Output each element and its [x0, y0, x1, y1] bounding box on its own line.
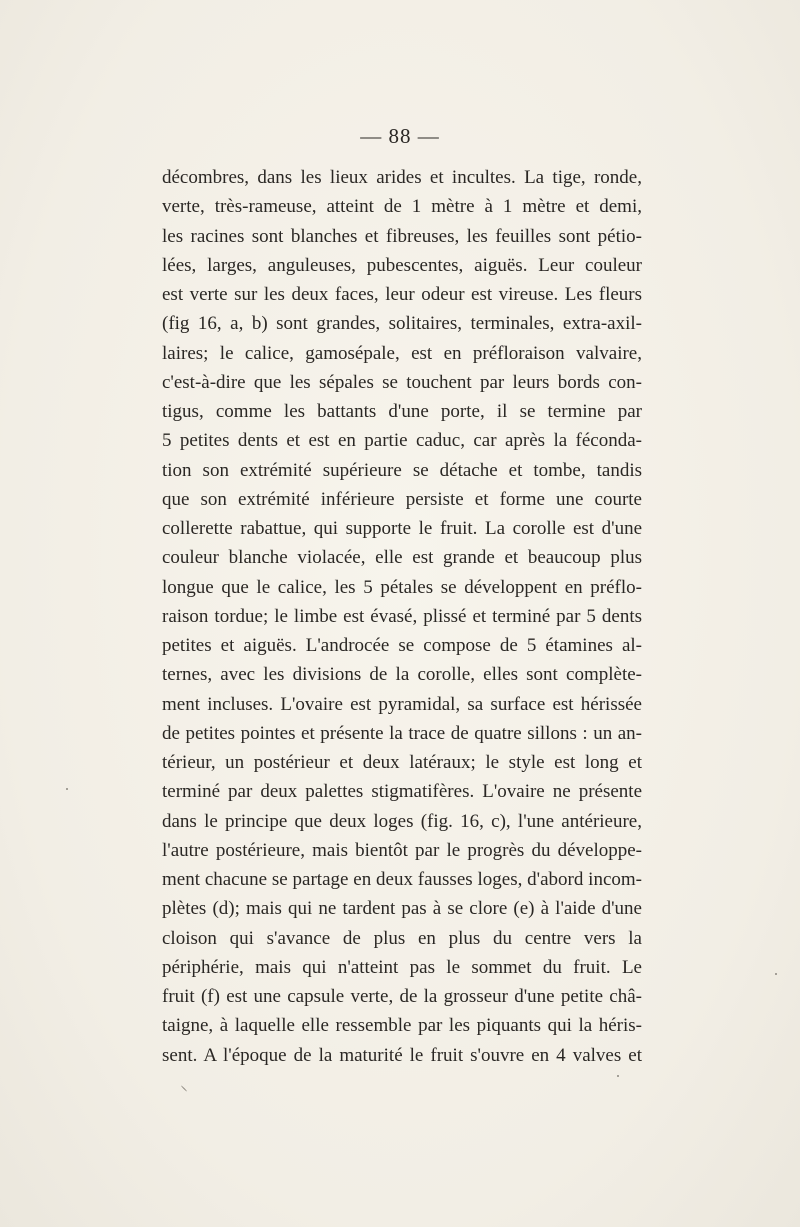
text-line: cloison qui s'avance de plus en plus du centre vers la: [162, 927, 642, 949]
text-line: périphérie, mais qui n'atteint pas le sommet du fruit. Le: [162, 956, 642, 978]
text-line: petites et aiguës. L'androcée se compose de 5 étamines al-: [162, 635, 642, 656]
paper-speck: [66, 788, 68, 790]
text-line: sent. A l'époque de la maturité le fruit s'ouvre en 4 valves et: [162, 1044, 642, 1066]
text-line: tigus, comme les battants d'une porte, il se termine par: [162, 401, 642, 422]
paper-speck: [775, 973, 777, 975]
text-line: décombres, dans les lieux arides et incultes. La tige, ronde,: [162, 167, 642, 188]
paper-speck: [181, 1085, 187, 1091]
paper-speck: [617, 1075, 619, 1077]
text-line: est verte sur les deux faces, leur odeur est vireuse. Les fleurs: [162, 284, 642, 305]
text-line: plètes (d); mais qui ne tardent pas à se clore (e) à l'aide d'une: [162, 898, 642, 920]
text-line: de petites pointes et présente la trace de quatre sillons : un an-: [162, 722, 642, 744]
text-line: taigne, à laquelle elle ressemble par les piquants qui la héris-: [162, 1015, 642, 1037]
page-number: — 88 —: [360, 124, 440, 148]
text-line: laires; le calice, gamosépale, est en préfloraison valvaire,: [162, 342, 642, 364]
text-line: c'est-à-dire que les sépales se touchent par leurs bords con-: [162, 371, 642, 393]
text-line: que son extrémité inférieure persiste et forme une courte: [162, 488, 642, 510]
text-line: dans le principe que deux loges (fig. 16, c), l'une antérieure,: [162, 810, 642, 832]
text-line: 5 petites dents et est en partie caduc, car après la féconda-: [162, 430, 642, 452]
text-line: longue que le calice, les 5 pétales se développent en préflo-: [162, 576, 642, 598]
body-text: [162, 163, 642, 1070]
text-line: les racines sont blanches et fibreuses, les feuilles sont pétio-: [162, 225, 642, 247]
text-line: (fig 16, a, b) sont grandes, solitaires, terminales, extra-axil-: [162, 313, 642, 335]
text-line: tion son extrémité supérieure se détache et tombe, tandis: [162, 459, 642, 481]
text-line: raison tordue; le limbe est évasé, plissé et terminé par 5 dents: [162, 605, 642, 627]
text-line: lées, larges, anguleuses, pubescentes, aiguës. Leur couleur: [162, 254, 642, 276]
text-line: terminé par deux palettes stigmatifères. L'ovaire ne présente: [162, 781, 642, 803]
text-line: ternes, avec les divisions de la corolle, elles sont complète-: [162, 664, 642, 686]
text-line: collerette rabattue, qui supporte le fruit. La corolle est d'une: [162, 518, 642, 539]
text-line: verte, très-rameuse, atteint de 1 mètre à 1 mètre et demi,: [162, 196, 642, 218]
text-line: ment incluses. L'ovaire est pyramidal, sa surface est hérissée: [162, 693, 642, 715]
text-line: térieur, un postérieur et deux latéraux; le style est long et: [162, 752, 642, 773]
text-line: couleur blanche violacée, elle est grande et beaucoup plus: [162, 547, 642, 569]
text-line: ment chacune se partage en deux fausses loges, d'abord incom-: [162, 869, 642, 890]
text-line: fruit (f) est une capsule verte, de la grosseur d'une petite châ-: [162, 986, 642, 1007]
text-line: l'autre postérieure, mais bientôt par le progrès du développe-: [162, 839, 642, 861]
